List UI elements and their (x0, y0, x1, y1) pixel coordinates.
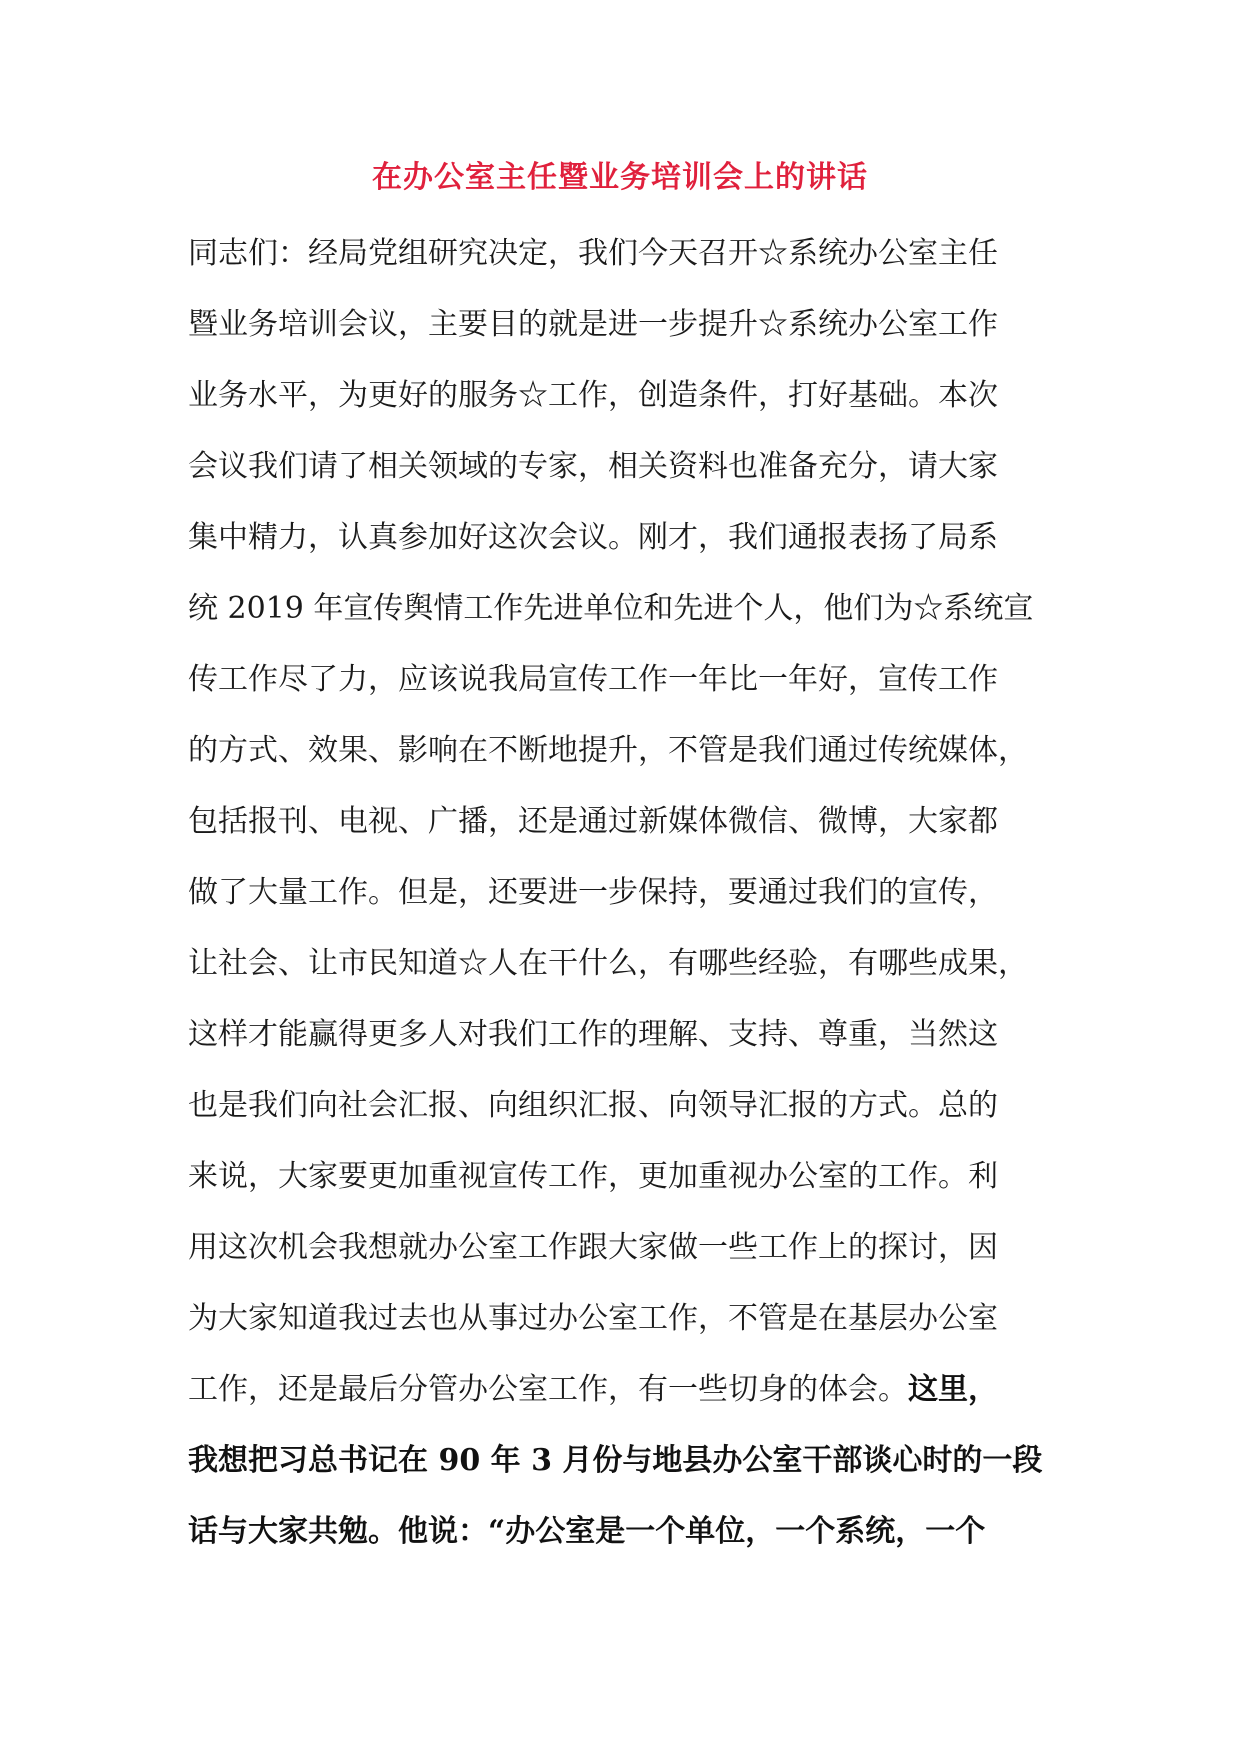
bold-line-1: 我想把习总书记在 90 年 3 月份与地县办公室干部谈心时的一段 (188, 1443, 1043, 1478)
body-line-3: 业务水平，为更好的服务☆工作，创造条件，打好基础。本次 (188, 378, 998, 413)
body-line-4: 会议我们请了相关领域的专家，相关资料也准备充分，请大家 (188, 449, 998, 484)
body-line-8: 的方式、效果、影响在不断地提升，不管是我们通过传统媒体， (188, 733, 1028, 768)
body-line-17-bold-text: 这里， (908, 1372, 998, 1407)
body-line-17-text: 工作，还是最后分管办公室工作，有一些切身的体会。 (188, 1372, 908, 1407)
body-line-14: 来说，大家要更加重视宣传工作，更加重视办公室的工作。利 (188, 1159, 998, 1194)
body-line-6: 统 2019 年宣传舆情工作先进单位和先进个人，他们为☆系统宣 (188, 591, 1034, 626)
body-line-7: 传工作尽了力，应该说我局宣传工作一年比一年好，宣传工作 (188, 662, 998, 697)
body-line-11: 让社会、让市民知道☆人在干什么，有哪些经验，有哪些成果， (188, 946, 1028, 981)
body-line-5: 集中精力，认真参加好这次会议。刚才，我们通报表扬了局系 (188, 520, 998, 555)
body-line-1: 同志们：经局党组研究决定，我们今天召开☆系统办公室主任 (188, 236, 998, 271)
document-title: 在办公室主任暨业务培训会上的讲话 (372, 160, 868, 195)
body-line-13: 也是我们向社会汇报、向组织汇报、向领导汇报的方式。总的 (188, 1088, 998, 1123)
body-line-9: 包括报刊、电视、广播，还是通过新媒体微信、微博，大家都 (188, 804, 998, 839)
body-line-2: 暨业务培训会议，主要目的就是进一步提升☆系统办公室工作 (188, 307, 998, 342)
body-line-15: 用这次机会我想就办公室工作跟大家做一些工作上的探讨，因 (188, 1230, 998, 1265)
body-line-12: 这样才能赢得更多人对我们工作的理解、支持、尊重，当然这 (188, 1017, 998, 1052)
bold-line-2: 话与大家共勉。他说：“办公室是一个单位，一个系统，一个 (188, 1514, 986, 1549)
body-line-17 (188, 1354, 1058, 1425)
body-line-10: 做了大量工作。但是，还要进一步保持，要通过我们的宣传， (188, 875, 998, 910)
document-body (188, 218, 1058, 1567)
body-line-16: 为大家知道我过去也从事过办公室工作，不管是在基层办公室 (188, 1301, 998, 1336)
